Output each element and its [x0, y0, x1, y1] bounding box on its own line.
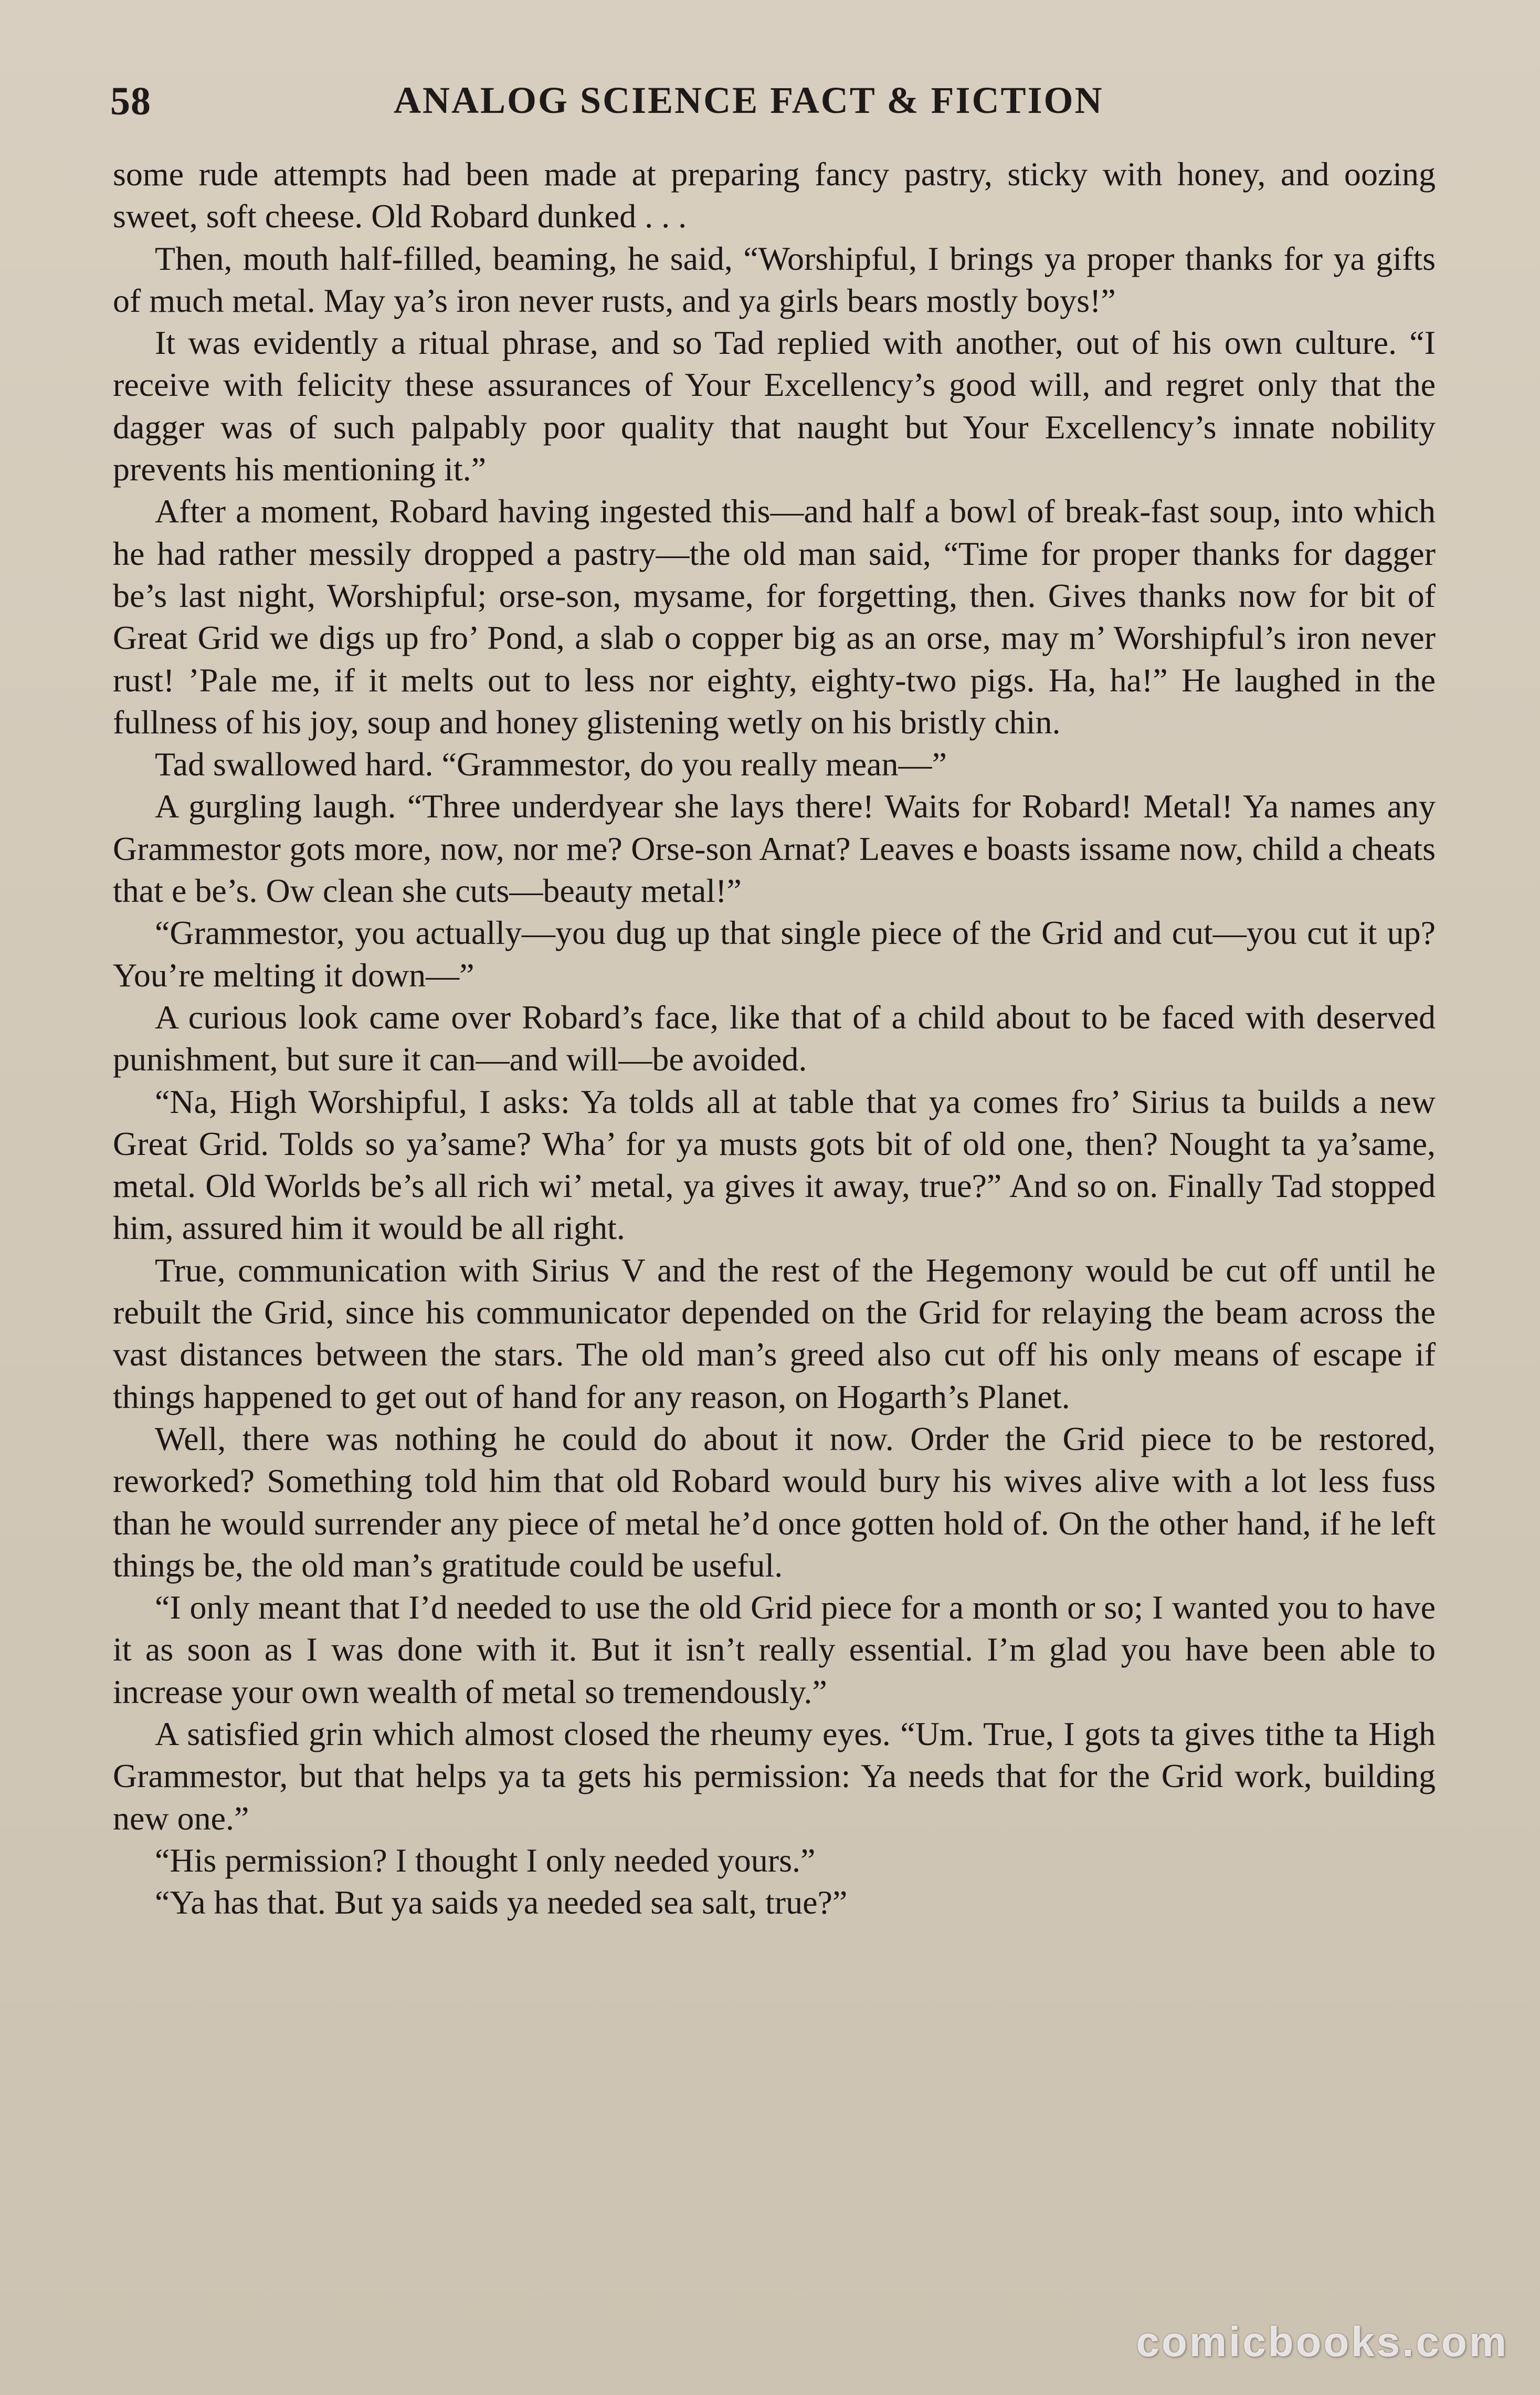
paragraph: “Grammestor, you actually—you dug up that single piece of the Grid and cut—you cut it up? You’re melting it down—”: [113, 914, 1436, 994]
paragraph: Well, there was nothing he could do about it now. Order the Grid piece to be restored, reworked? Something told him that old Robard would bury his wives alive with a lot less fuss than he would surrender any piece of metal he’d once gotten hold of. On the other hand, if he left things be, the old man’s gratitude could be useful.: [113, 1420, 1436, 1584]
paragraph: “His permission? I thought I only needed yours.”: [155, 1841, 816, 1879]
running-head: ANALOG SCIENCE FACT & FICTION: [394, 79, 1104, 121]
paragraph: True, communication with Sirius V and the rest of the Hegemony would be cut off until he rebuilt the Grid, since his communicator depended on the Grid for relaying the beam across the vast distances between the stars. The old man’s greed also cut off his only means of escape if things happened to get out of hand for any reason, on Hogarth’s Planet.: [113, 1251, 1436, 1415]
body-text: [113, 153, 1436, 1924]
paragraph: A curious look came over Robard’s face, like that of a child about to be faced with deserved punishment, but sure it can—and will—be avoided.: [113, 998, 1436, 1078]
paragraph: A gurgling laugh. “Three underdyear she lays there! Waits for Robard! Metal! Ya names any Grammestor gots more, now, nor me? Orse-son Arnat? Leaves e boasts issame now, child a cheats that e be’s. Ow clean she cuts—beauty metal!”: [113, 787, 1436, 910]
paragraph: “Na, High Worshipful, I asks: Ya tolds all at table that ya comes fro’ Sirius ta builds a new Great Grid. Tolds so ya’same? Wha’ for ya musts gots bit of old one, then? Nought ta ya’same, metal. Old Worlds be’s all rich wi’ metal, ya gives it away, true?” And so on. Finally Tad stopped him, assured him it would be all right.: [113, 1083, 1436, 1247]
paragraph: A satisfied grin which almost closed the rheumy eyes. “Um. True, I gots ta gives tithe ta High Grammestor, but that helps ya ta gets his permission: Ya needs that for the Grid work, building new one.”: [113, 1715, 1436, 1837]
paragraph: “I only meant that I’d needed to use the old Grid piece for a month or so; I wanted you to have it as soon as I was done with it. But it isn’t really essential. I’m glad you have been able to increase your own wealth of metal so tremendously.”: [113, 1589, 1436, 1710]
source-watermark: comicbooks.com: [1136, 2318, 1509, 2365]
paragraph: some rude attempts had been made at preparing fancy pastry, sticky with honey, and oozing sweet, soft cheese. Old Robard dunked . . .: [113, 155, 1436, 235]
page-number: 58: [110, 79, 151, 123]
paragraph: Tad swallowed hard. “Grammestor, do you really mean—”: [155, 745, 947, 783]
page-header: [110, 79, 1454, 136]
paragraph: “Ya has that. But ya saids ya needed sea salt, true?”: [155, 1884, 848, 1921]
paragraph: Then, mouth half-filled, beaming, he said, “Worshipful, I brings ya proper thanks for ya gifts of much metal. May ya’s iron never rusts, and ya girls bears mostly boys!”: [113, 239, 1436, 319]
paragraph: After a moment, Robard having ingested this—and half a bowl of break-fast soup, into which he had rather messily dropped a pastry—the old man said, “Time for proper thanks for dagger be’s last night, Worshipful; orse-son, mysame, for forgetting, then. Gives thanks now for bit of Great Grid we digs up fro’ Pond, a slab o copper big as an orse, may m’ Worshipful’s iron never rust! ’Pale me, if it melts out to less nor eighty, eighty-two pigs. Ha, ha!” He laughed in the fullness of his joy, soup and honey glistening wetly on his bristly chin.: [113, 492, 1436, 741]
paragraph: It was evidently a ritual phrase, and so Tad replied with another, out of his own culture. “I receive with felicity these assurances of Your Excellency’s good will, and regret only that the dagger was of such palpably poor quality that naught but Your Excellency’s innate nobility prevents his mentioning it.”: [113, 324, 1436, 488]
